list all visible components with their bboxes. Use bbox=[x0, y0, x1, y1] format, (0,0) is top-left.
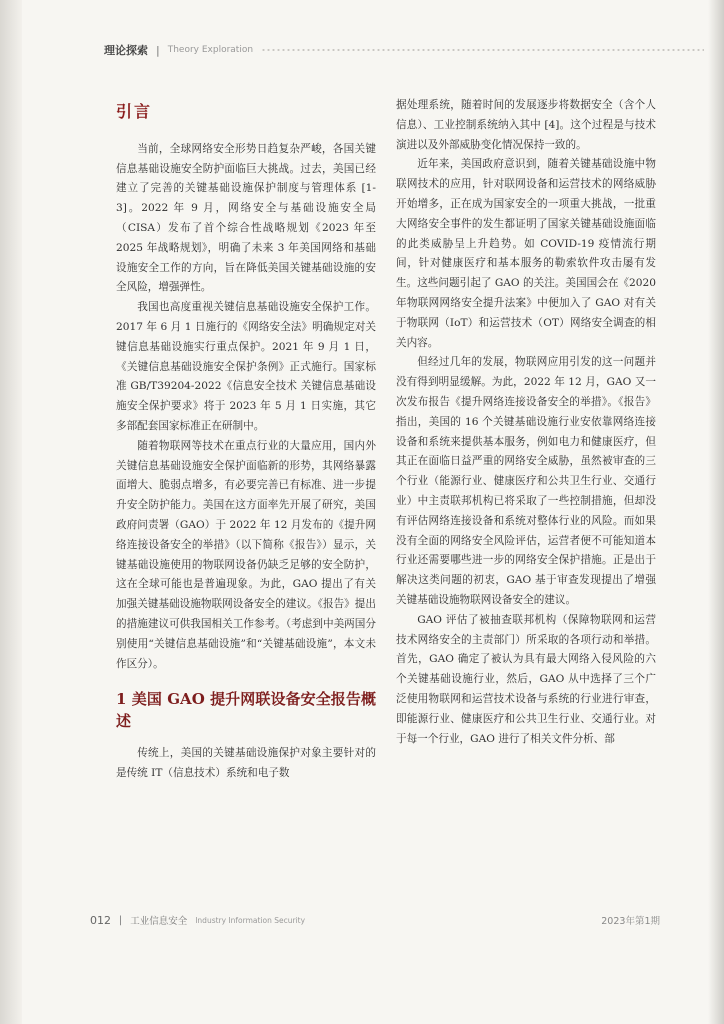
paragraph: 我国也高度重视关键信息基础设施安全保护工作。2017 年 6 月 1 日施行的《网络安全法》明确规定对关键信息基础设施实行重点保护。2021 年 9 月 1 日，《关键信息基础设施安全保护条例》正式施行。国家标准 GB/T39204-2022《信息安全技术 关键信息基础设施安全保护要求》将于 2023 年 5 月 1 日实施，其它多部配套国家标准正在研制中。 bbox=[116, 301, 376, 432]
header-dotted-rule bbox=[261, 48, 704, 52]
paragraph-continued: 据处理系统，随着时间的发展逐步将数据安全（含个人信息）、工业控制系统纳入其中 [4]。这个过程是与技术演进以及外部威胁变化情况保持一致的。 bbox=[396, 99, 656, 151]
header-separator: | bbox=[156, 43, 160, 57]
section-1-heading: 1 美国 GAO 提升网联设备安全报告概述 bbox=[116, 690, 376, 731]
paragraph: 近年来，美国政府意识到，随着关键基础设施中物联网技术的应用，针对联网设备和运营技术的网络威胁开始增多，正在成为国家安全的一项重大挑战，一批重大网络安全事件的发生都证明了国家关键基础设施面临的此类威胁呈上升趋势。如 COVID-19 疫情流行期间，针对健康医疗和基本服务的勒索软件攻击屡有发生。这些问题引起了 GAO 的关注。美国国会在《2020 年物联网网络安全提升法案》中便加入了 GAO 对有关于物联网（IoT）和运营技术（OT）网络安全调查的相关内容。 bbox=[396, 158, 656, 349]
left-column bbox=[116, 94, 376, 784]
header-section-title-en: Theory Exploration bbox=[167, 45, 254, 55]
paragraph: 但经过几年的发展，物联网应用引发的这一问题并没有得到明显缓解。为此，2022 年 12 月，GAO 又一次发布报告《提升网络连接设备安全的举措》。《报告》指出，美国的 16 个关键基础设施行业安依靠网络连接设备和系统来提供基本服务，例如电力和健康医疗，但其正在面临日益严重的网络安全威胁，虽然被审查的三个行业（能源行业、健康医疗和公共卫生行业、交通行业）中主责联邦机构已将采取了一些控制措施，但却没有评估网络连接设备和系统对整体行业的风险。而如果没有全面的网络安全风险评估，运营者便不可能知道本行业还需要哪些进一步的网络安全保护措施。正是出于解决这类问题的初衷，GAO 基于审查发现提出了增强关键基础设施物联网设备安全的建议。 bbox=[396, 356, 656, 606]
intro-heading: 引言 bbox=[116, 102, 153, 121]
page-edge-shadow-left bbox=[0, 0, 22, 1024]
paragraph: 随着物联网等技术在重点行业的大量应用，国内外关键信息基础设施安全保护面临新的形势，其网络暴露面增大、脆弱点增多，有必要完善已有标准、进一步提升安全防护能力。美国在这方面率先开展了研究，美国政府问责署（GAO）于 2022 年 12 月发布的《提升网络连接设备安全的举措》（以下简称《报告》）显示，关键基础设施使用的物联网设备仍缺乏足够的安全防护，这在全球可能也是普遍现象。为此，GAO 提出了有关加强关键基础设施物联网设备安全的建议。《报告》提出的措施建议可供我国相关工作参考。（考虑到中美两国分别使用“关键信息基础设施”和“关键基础设施”，本文未作区分）。 bbox=[116, 439, 376, 670]
right-column bbox=[396, 96, 656, 749]
issue-label: 2023年第1期 bbox=[601, 916, 660, 927]
page-number: 012 bbox=[90, 913, 111, 927]
paragraph: GAO 评估了被抽查联邦机构（保障物联网和运营技术网络安全的主责部门）所采取的各项行动和举措。首先，GAO 确定了被认为具有最大网络入侵风险的六个关键基础设施行业，然后，GAO 从中选择了三个广泛使用物联网和运营技术设备与系统的行业进行审查，即能源行业、健康医疗和公共卫生行业、交通行业。对于每一个行业，GAO 进行了相关文件分析、部 bbox=[396, 613, 656, 745]
footer-separator: | bbox=[119, 914, 123, 926]
journal-name-en: Industry Information Security bbox=[195, 915, 306, 925]
journal-name: 工业信息安全 bbox=[130, 916, 188, 927]
header-section-title: 理论探索 bbox=[104, 44, 148, 57]
running-header bbox=[104, 40, 704, 60]
paragraph: 当前，全球网络安全形势日趋复杂严峻，各国关键信息基础设施安全防护面临巨大挑战。过去，美国已经建立了完善的关键基础设施保护制度与管理体系 [1-3]。2022 年 9 月，网络安全与基础设施安全局（CISA）发布了首个综合性战略规划《2023 年至 2025 年战略规划》，明确了未来 3 年美国网络和基础设施安全工作的方向，旨在降低美国关键基础设施的安全风险，增强弹性。 bbox=[116, 142, 376, 294]
running-footer bbox=[90, 912, 660, 928]
paragraph: 传统上，美国的关键基础设施保护对象主要针对的是传统 IT（信息技术）系统和电子数 bbox=[116, 747, 376, 780]
page-edge-shadow-right bbox=[708, 0, 724, 1024]
